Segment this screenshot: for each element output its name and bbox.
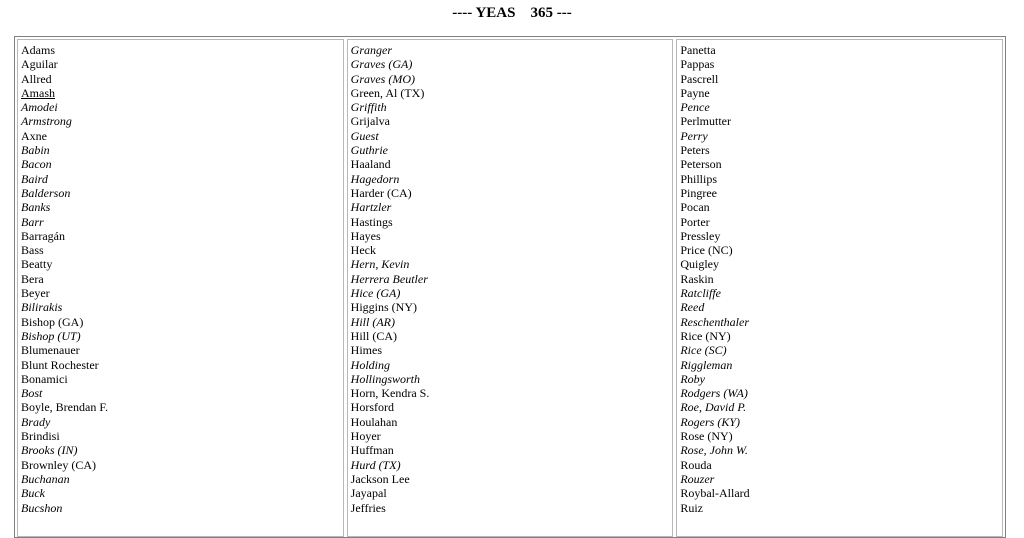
member-name: Reed <box>680 300 705 315</box>
member-name: Panetta <box>680 43 716 57</box>
member-name: Pressley <box>680 228 721 243</box>
member-name: Jayapal <box>350 486 387 501</box>
member-name: Balderson <box>21 185 71 200</box>
member-name: Buchanan <box>21 471 70 486</box>
member-name: Haaland <box>350 157 391 172</box>
member-name: Graves (GA) <box>350 57 413 72</box>
member-name: Ratcliffe <box>680 286 721 301</box>
member-name: Rose (NY) <box>680 429 733 444</box>
member-name: Hurd (TX) <box>350 457 401 472</box>
page-title: ---- YEAS 365 --- <box>452 5 572 21</box>
member-name: Huffman <box>350 443 394 458</box>
member-name: Perlmutter <box>680 114 731 129</box>
member-name: Graves (MO) <box>350 71 415 86</box>
member-name[interactable]: Amash <box>21 85 55 100</box>
member-name: Pascrell <box>680 71 719 86</box>
member-name: Blumenauer <box>21 343 80 358</box>
member-name: Bonamici <box>21 371 68 386</box>
member-name: Barragán <box>21 228 65 243</box>
member-name: Hagedorn <box>350 171 400 186</box>
member-name: Himes <box>350 343 383 358</box>
member-name: Pence <box>680 100 710 115</box>
member-name: Green, Al (TX) <box>350 85 425 100</box>
member-name: Hollingsworth <box>350 371 421 386</box>
member-name: Beyer <box>21 286 50 301</box>
member-name: Perry <box>680 128 708 143</box>
member-name: Axne <box>21 128 47 143</box>
member-name: Adams <box>21 43 55 57</box>
member-name: Jackson Lee <box>350 471 410 486</box>
member-name: Rogers (KY) <box>680 414 741 429</box>
member-name: Granger <box>350 43 393 57</box>
member-name: Rodgers (WA) <box>680 386 748 401</box>
member-name: Hern, Kevin <box>350 257 410 272</box>
member-name: Brooks (IN) <box>21 443 78 458</box>
member-name: Higgins (NY) <box>350 300 417 315</box>
member-name: Holding <box>350 357 391 372</box>
member-name: Reschenthaler <box>680 314 749 329</box>
member-name: Boyle, Brendan F. <box>21 400 109 415</box>
member-name: Grijalva <box>350 114 390 129</box>
member-name: Bera <box>21 271 44 286</box>
member-name: Bishop (UT) <box>21 328 81 343</box>
member-name: Roby <box>680 371 705 386</box>
member-name: Rice (SC) <box>680 343 727 358</box>
member-name: Porter <box>680 214 710 229</box>
member-name: Barr <box>21 214 44 229</box>
member-name: Bilirakis <box>21 300 63 315</box>
member-name: Raskin <box>680 271 714 286</box>
member-name: Brownley (CA) <box>21 457 96 472</box>
member-name: Armstrong <box>21 114 72 129</box>
member-name: Allred <box>21 71 52 86</box>
member-name: Pocan <box>680 200 710 215</box>
member-name: Guest <box>350 128 379 143</box>
member-name: Bucshon <box>21 500 63 515</box>
member-name: Houlahan <box>350 414 398 429</box>
member-name: Phillips <box>680 171 718 186</box>
member-name: Hartzler <box>350 200 392 215</box>
member-name: Buck <box>21 486 45 501</box>
member-name: Bishop (GA) <box>21 314 84 329</box>
member-name: Blunt Rochester <box>21 357 99 372</box>
member-name: Amodei <box>21 100 58 115</box>
member-name: Horn, Kendra S. <box>350 386 430 401</box>
member-name: Payne <box>680 85 710 100</box>
member-name: Banks <box>21 200 51 215</box>
member-name: Hice (GA) <box>350 286 401 301</box>
member-name: Bacon <box>21 157 52 172</box>
member-name: Peters <box>680 143 710 158</box>
name-column-2 <box>347 39 674 537</box>
member-name: Rice (NY) <box>680 328 731 343</box>
member-name: Rouda <box>680 457 712 472</box>
member-name: Roybal-Allard <box>680 486 750 501</box>
member-name: Bass <box>21 243 44 258</box>
yeas-columns <box>17 39 1003 537</box>
member-name: Baird <box>21 171 48 186</box>
member-name: Hill (AR) <box>350 314 395 329</box>
member-name: Hastings <box>350 214 393 229</box>
member-name: Price (NC) <box>680 243 733 258</box>
member-name: Herrera Beutler <box>350 271 428 286</box>
member-name: Ruiz <box>680 500 704 515</box>
member-name: Griffith <box>350 100 387 115</box>
member-name: Pappas <box>680 57 715 72</box>
member-name: Beatty <box>21 257 53 272</box>
member-name: Hill (CA) <box>350 328 398 343</box>
member-name: Brindisi <box>21 429 60 444</box>
member-name: Jeffries <box>350 500 386 515</box>
name-column-3 <box>676 39 1003 537</box>
member-name: Roe, David P. <box>680 400 747 415</box>
member-name: Hoyer <box>350 429 381 444</box>
yeas-table <box>14 36 1006 538</box>
member-name: Bost <box>21 386 43 401</box>
member-name: Quigley <box>680 257 720 272</box>
member-name: Babin <box>21 143 50 158</box>
member-name: Peterson <box>680 157 722 172</box>
member-name: Harder (CA) <box>350 185 412 200</box>
member-name: Hayes <box>350 228 381 243</box>
member-name: Riggleman <box>680 357 733 372</box>
member-name: Brady <box>21 414 51 429</box>
member-name: Horsford <box>350 400 394 415</box>
member-name: Heck <box>350 243 376 258</box>
member-name: Pingree <box>680 185 717 200</box>
member-name: Aguilar <box>21 57 58 72</box>
member-name: Rose, John W. <box>680 443 748 458</box>
member-name: Rouzer <box>680 471 715 486</box>
name-column-1 <box>17 39 344 537</box>
member-name: Guthrie <box>350 143 389 158</box>
